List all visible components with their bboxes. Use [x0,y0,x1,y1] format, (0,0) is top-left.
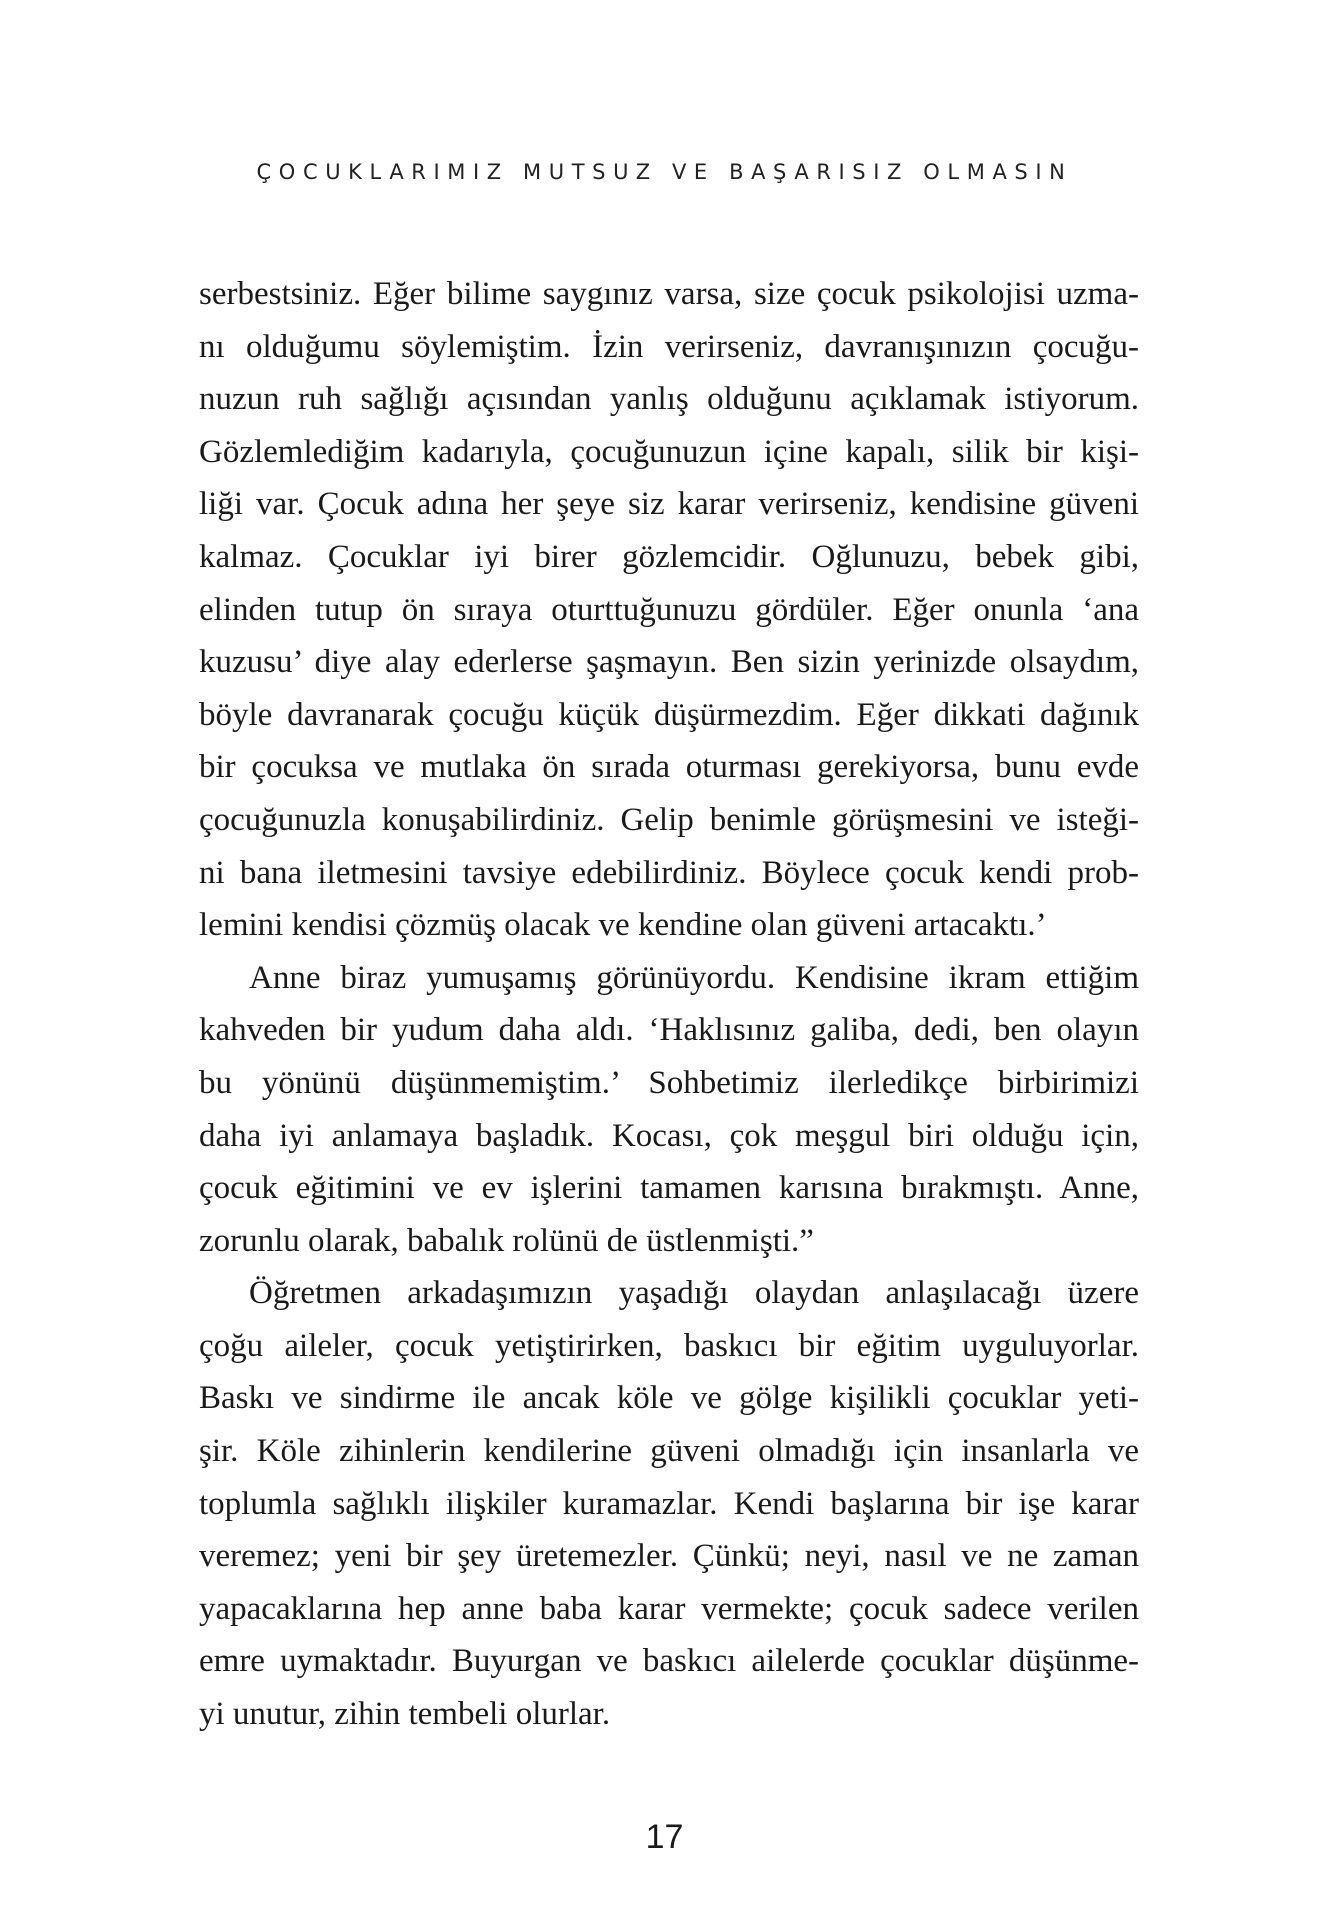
text-line: Öğretmen arkadaşımızın yaşadığı olaydan anlaşılacağı üzere [249,1275,1139,1312]
text-line: bu yönünü düşünmemiştim.’ Sohbetimiz ilerledikçe birbirimizi [199,1064,1139,1101]
text-line: çoğu aileler, çocuk yetiştirirken, baskıcı bir eğitim uyguluyorlar. [199,1327,1139,1364]
text-line: serbestsiniz. Eğer bilime saygınız varsa, size çocuk psikolojisi uzma- [199,276,1139,312]
text-line: kalmaz. Çocuklar iyi birer gözlemcidir. Oğlunuzu, bebek gibi, [199,538,1139,575]
text-line: toplumla sağlıklı ilişkiler kuramazlar. Kendi başlarına bir işe karar [199,1485,1139,1522]
text-line: Gözlemlediğim kadarıyla, çocuğunuzun içine kapalı, silik bir kişi- [199,433,1139,470]
text-line: yi unutur, zihin tembeli olurlar. [199,1696,611,1733]
text-line: bir çocuksa ve mutlaka ön sırada oturması gerekiyorsa, bunu evde [199,749,1139,786]
text-line: Anne biraz yumuşamış görünüyordu. Kendisine ikram ettiğim [249,959,1139,996]
paragraph-2 [199,952,1139,1268]
paragraph-1 [199,268,1139,952]
text-line: kahveden bir yudum daha aldı. ‘Haklısınız galiba, dedi, ben olayın [199,1012,1139,1049]
body-text [199,268,1139,1741]
text-line: veremez; yeni bir şey üretemezler. Çünkü; neyi, nasıl ve ne zaman [199,1538,1139,1575]
text-line: ni bana iletmesini tavsiye edebilirdiniz. Böylece çocuk kendi prob- [199,854,1139,891]
text-line: emre uymaktadır. Buyurgan ve baskıcı ailelerde çocuklar düşünme- [199,1643,1139,1680]
text-line: nuzun ruh sağlığı açısından yanlış olduğunu açıklamak istiyorum. [199,381,1139,418]
text-line: Baskı ve sindirme ile ancak köle ve gölge kişilikli çocuklar yeti- [199,1380,1139,1417]
text-line: yapacaklarına hep anne baba karar vermekte; çocuk sadece verilen [199,1590,1139,1627]
text-line: nı olduğumu söylemiştim. İzin verirseniz, davranışınızın çocuğu- [199,328,1139,365]
paragraph-3 [199,1267,1139,1740]
text-line: çocuk eğitimini ve ev işlerini tamamen karısına bırakmıştı. Anne, [199,1170,1139,1207]
text-line: böyle davranarak çocuğu küçük düşürmezdim. Eğer dikkati dağınık [199,696,1139,733]
text-line: lemini kendisi çözmüş olacak ve kendine olan güveni artacaktı.’ [199,907,1047,944]
text-line: liği var. Çocuk adına her şeye siz karar verirseniz, kendisine güveni [199,486,1139,523]
text-line: daha iyi anlamaya başladık. Kocası, çok meşgul biri olduğu için, [199,1117,1139,1154]
page-number: 17 [645,1818,684,1856]
text-line: şir. Köle zihinlerin kendilerine güveni olmadığı için insanlarla ve [199,1433,1139,1470]
running-header: ÇOCUKLARIMIZ MUTSUZ VE BAŞARISIZ OLMASIN [256,160,1073,184]
text-line: kuzusu’ diye alay ederlerse şaşmayın. Ben sizin yerinizde olsaydım, [199,644,1139,681]
text-line: zorunlu olarak, babalık rolünü de üstlenmişti.” [199,1222,814,1259]
text-line: elinden tutup ön sıraya oturttuğunuzu gördüler. Eğer onunla ‘ana [199,591,1139,628]
text-line: çocuğunuzla konuşabilirdiniz. Gelip benimle görüşmesini ve isteği- [199,801,1139,838]
